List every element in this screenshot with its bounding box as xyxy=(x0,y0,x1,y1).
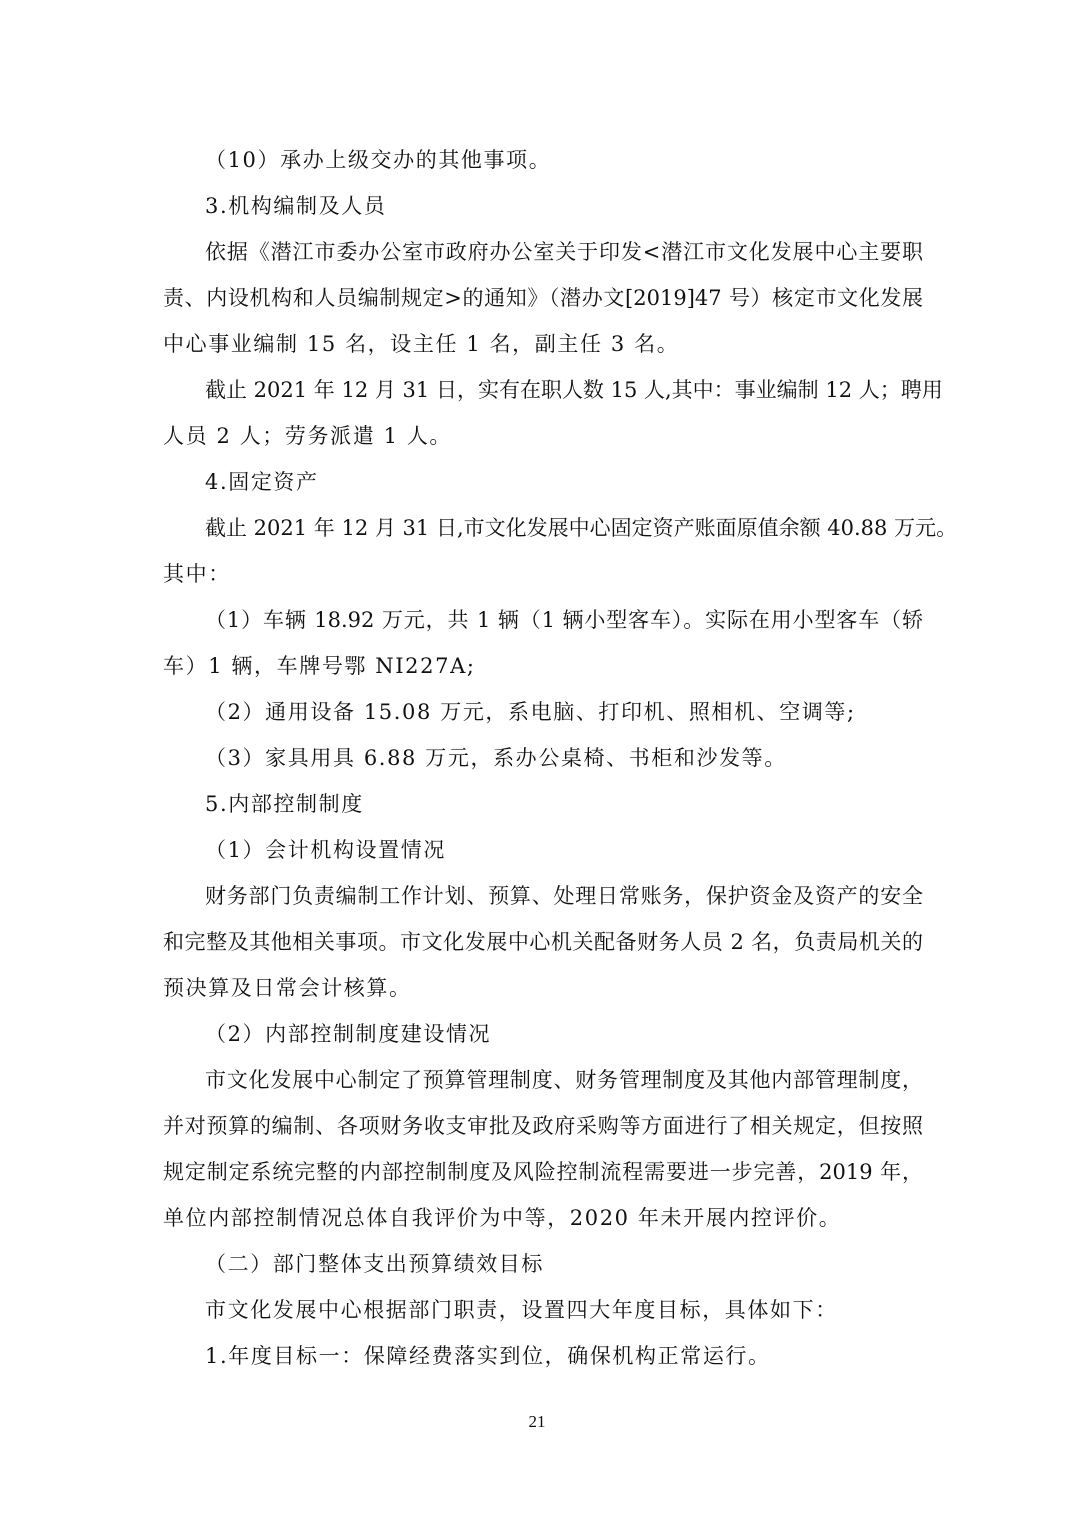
section-heading: （二）部门整体支出预算绩效目标 xyxy=(205,1252,544,1276)
text-line: 单位内部控制情况总体自我评价为中等，2020 年未开展内控评价。 xyxy=(163,1206,842,1230)
text-line: 预决算及日常会计核算。 xyxy=(163,976,412,1000)
text-line: （2）通用设备 15.08 万元，系电脑、打印机、照相机、空调等; xyxy=(205,700,856,724)
text-line: 财务部门负责编制工作计划、预算、处理日常账务，保护资金及资产的安全 xyxy=(205,884,923,908)
text-line: 截止 2021 年 12 月 31 日，实有在职人数 15 人,其中：事业编制 12 人；聘用 xyxy=(205,378,943,402)
page-number: 21 xyxy=(528,1412,546,1431)
text-line: 其中： xyxy=(163,562,231,586)
section-heading: 3.机构编制及人员 xyxy=(205,194,387,218)
text-line: 车）1 辆，车牌号鄂 NI227A; xyxy=(163,654,476,678)
text-line: 人员 2 人；劳务派遣 1 人。 xyxy=(163,424,453,448)
text-line: 依据《潜江市委办公室市政府办公室关于印发<潜江市文化发展中心主要职 xyxy=(205,240,923,264)
text-line: 并对预算的编制、各项财务收支审批及政府采购等方面进行了相关规定，但按照 xyxy=(163,1114,923,1138)
text-line: （3）家具用具 6.88 万元，系办公桌椅、书柜和沙发等。 xyxy=(205,746,787,770)
text-line: 责、内设机构和人员编制规定>的通知》（潜办文[2019]47 号）核定市文化发展 xyxy=(163,286,923,310)
section-heading: 5.内部控制制度 xyxy=(205,792,364,816)
text-line: 市文化发展中心根据部门职责，设置四大年度目标，具体如下： xyxy=(205,1298,838,1322)
text-line: （10）承办上级交办的其他事项。 xyxy=(205,148,552,172)
text-line: 规定制定系统完整的内部控制制度及风险控制流程需要进一步完善，2019 年， xyxy=(163,1160,923,1184)
section-heading: 4.固定资产 xyxy=(205,470,319,494)
subsection-heading: （2）内部控制制度建设情况 xyxy=(205,1022,492,1046)
subsection-heading: （1）会计机构设置情况 xyxy=(205,838,446,862)
text-line: 市文化发展中心制定了预算管理制度、财务管理制度及其他内部管理制度， xyxy=(205,1068,923,1092)
text-line: 1.年度目标一：保障经费落实到位，确保机构正常运行。 xyxy=(205,1344,771,1368)
text-line: 和完整及其他相关事项。市文化发展中心机关配备财务人员 2 名，负责局机关的 xyxy=(163,930,923,954)
text-line: （1）车辆 18.92 万元，共 1 辆（1 辆小型客车）。实际在用小型客车（轿 xyxy=(205,608,923,632)
text-line: 中心事业编制 15 名，设主任 1 名，副主任 3 名。 xyxy=(163,332,680,356)
text-line: 截止 2021 年 12 月 31 日,市文化发展中心固定资产账面原值余额 40.88 万元。 xyxy=(205,516,958,540)
